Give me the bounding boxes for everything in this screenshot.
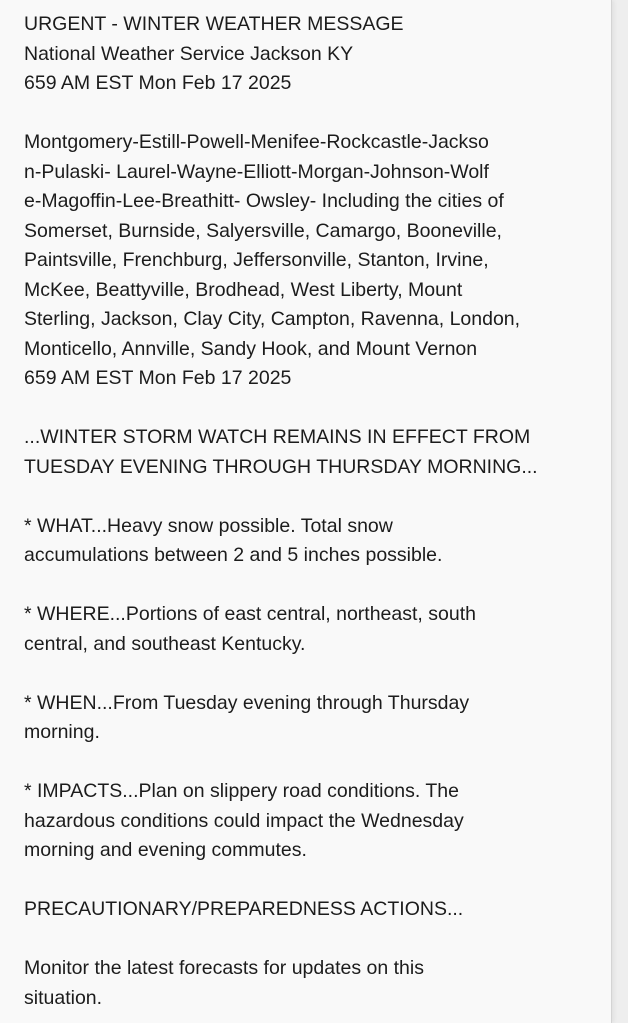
actions-section bbox=[24, 954, 604, 1013]
where-section bbox=[24, 600, 604, 659]
zone-list bbox=[24, 128, 604, 394]
where-line: central, and southeast Kentucky. bbox=[24, 632, 306, 655]
impacts-line: morning and evening commutes. bbox=[24, 839, 307, 861]
headline-line: ...WINTER STORM WATCH REMAINS IN EFFECT FROM bbox=[24, 426, 531, 448]
when-section bbox=[24, 689, 604, 748]
actions-title: PRECAUTIONARY/PREPAREDNESS ACTIONS... bbox=[24, 898, 464, 920]
paragraph-gap bbox=[24, 925, 604, 955]
actions-line: Monitor the latest forecasts for updates on this bbox=[24, 957, 424, 979]
actions-heading bbox=[24, 895, 604, 925]
paragraph-gap bbox=[24, 482, 604, 512]
zone-line: Monticello, Annville, Sandy Hook, and Mount Vernon bbox=[24, 337, 478, 360]
zone-line: Paintsville, Frenchburg, Jeffersonville, Stanton, Irvine, bbox=[24, 249, 489, 271]
paragraph-gap bbox=[24, 748, 604, 778]
zone-line: McKee, Beattyville, Brodhead, West Liberty, Mount bbox=[24, 278, 463, 301]
zone-line: e-Magoffin-Lee-Breathitt- Owsley- Including the cities of bbox=[24, 190, 504, 212]
where-line: * WHERE...Portions of east central, northeast, south bbox=[24, 603, 476, 625]
headline bbox=[24, 423, 604, 482]
paragraph-gap bbox=[24, 659, 604, 689]
zone-line: Montgomery-Estill-Powell-Menifee-Rockcastle-Jackso bbox=[24, 131, 489, 153]
when-line: * WHEN...From Tuesday evening through Thursday bbox=[24, 691, 470, 714]
zone-issue-time: 659 AM EST Mon Feb 17 2025 bbox=[24, 367, 292, 389]
what-section bbox=[24, 512, 604, 571]
message-body[interactable] bbox=[24, 10, 604, 1013]
issuing-office: National Weather Service Jackson KY bbox=[24, 42, 354, 65]
impacts-section bbox=[24, 777, 604, 866]
message-header bbox=[24, 10, 604, 99]
paragraph-gap bbox=[24, 99, 604, 129]
when-line: morning. bbox=[24, 721, 100, 743]
paragraph-gap bbox=[24, 866, 604, 896]
impacts-line: hazardous conditions could impact the Wednesday bbox=[24, 809, 464, 832]
what-line: * WHAT...Heavy snow possible. Total snow bbox=[24, 514, 393, 537]
zone-line: n-Pulaski- Laurel-Wayne-Elliott-Morgan-Johnson-Wolf bbox=[24, 160, 489, 183]
headline-line: TUESDAY EVENING THROUGH THURSDAY MORNING... bbox=[24, 455, 538, 478]
paragraph-gap bbox=[24, 571, 604, 601]
message-title: URGENT - WINTER WEATHER MESSAGE bbox=[24, 13, 404, 35]
issue-time: 659 AM EST Mon Feb 17 2025 bbox=[24, 72, 292, 94]
zone-line: Somerset, Burnside, Salyersville, Camargo, Booneville, bbox=[24, 219, 502, 242]
what-line: accumulations between 2 and 5 inches possible. bbox=[24, 544, 443, 566]
zone-line: Sterling, Jackson, Clay City, Campton, Ravenna, London, bbox=[24, 308, 521, 330]
actions-line: situation. bbox=[24, 986, 103, 1009]
paragraph-gap bbox=[24, 394, 604, 424]
impacts-line: * IMPACTS...Plan on slippery road conditions. The bbox=[24, 780, 459, 802]
